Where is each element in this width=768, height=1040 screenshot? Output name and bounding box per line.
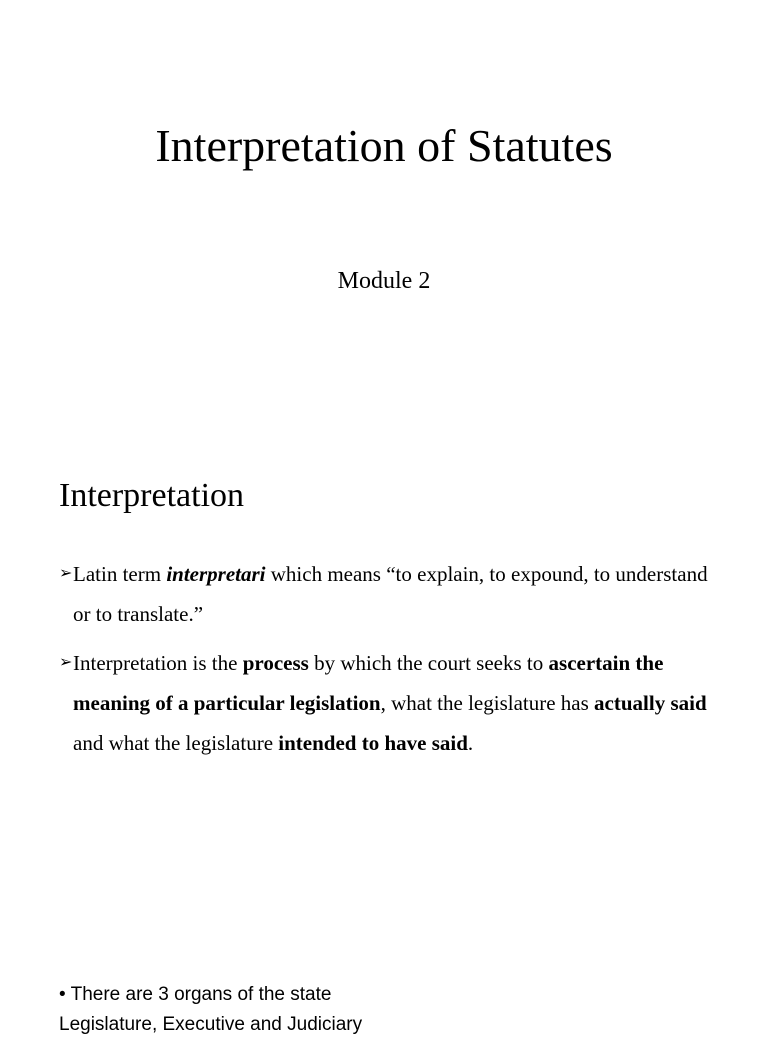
arrow-bullet-icon: ➢ xyxy=(59,565,73,582)
organs-list: Legislature, Executive and Judiciary xyxy=(59,1014,363,1035)
bullet-list xyxy=(59,554,719,772)
emphasis-text: actually said xyxy=(594,691,707,715)
bullet-text: by which the court seeks to xyxy=(308,651,549,675)
module-subtitle: Module 2 xyxy=(337,268,431,294)
bullet-text: . xyxy=(467,731,474,755)
slide-organs-of-state xyxy=(59,980,739,1040)
bullet-text: and what the legislature xyxy=(73,731,279,755)
bullet-latin-term xyxy=(59,554,719,634)
organs-bullet: • There are 3 organs of the state xyxy=(59,984,332,1005)
bullet-text: which means “to explain, to expound, to understand or to translate.” xyxy=(73,562,708,626)
emphasis-text: intended to have said xyxy=(278,731,468,755)
section-heading: Interpretation xyxy=(59,477,245,514)
bullet-definition xyxy=(59,643,719,763)
emphasis-text: process xyxy=(242,651,309,675)
page-title: Interpretation of Statutes xyxy=(155,120,613,171)
latin-word: interpretari xyxy=(166,562,266,586)
bullet-text: , what the legislature has xyxy=(380,691,595,715)
arrow-bullet-icon: ➢ xyxy=(59,654,73,671)
emphasis-text: ascertain the meaning of a particular legislation xyxy=(73,651,664,715)
bullet-text: Latin term xyxy=(73,562,167,586)
bullet-text: Interpretation is the xyxy=(73,651,243,675)
